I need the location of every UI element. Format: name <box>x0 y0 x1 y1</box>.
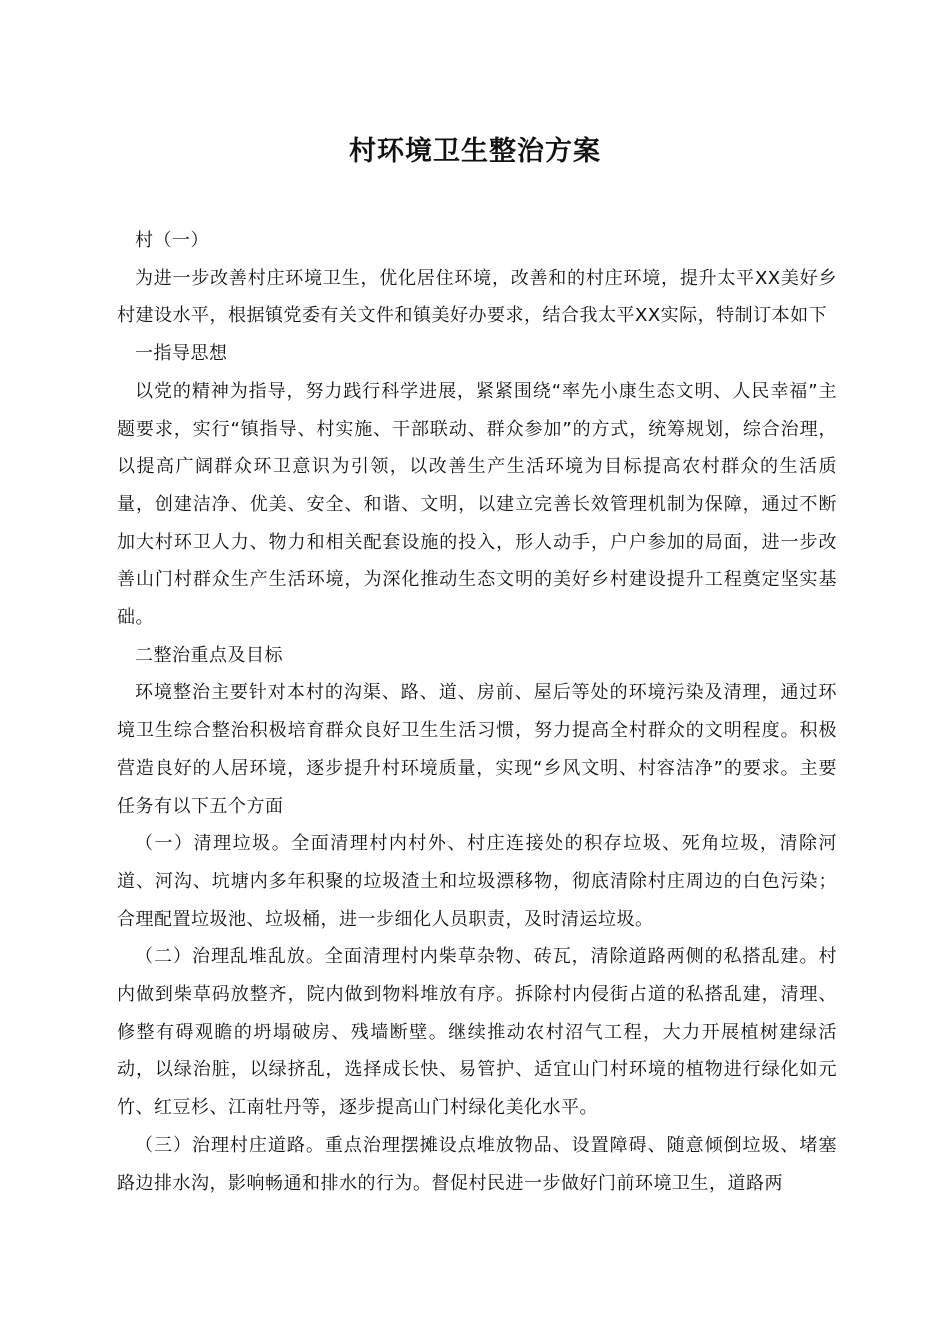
heading-guiding-ideology: 一指导思想 <box>135 343 228 365</box>
document-body <box>117 222 837 1202</box>
paragraph-task-3-roads: （三）治理村庄道路。重点治理摆摊设点堆放物品、设置障碍、随意倾倒垃圾、堵塞路边排水沟，影响畅通和排水的行为。督促村民进一步做好门前环境卫生，道路两 <box>117 1134 837 1194</box>
heading-key-points-goals: 二整治重点及目标 <box>135 644 283 666</box>
paragraph-introduction: 为进一步改善村庄环境卫生，优化居住环境，改善和的村庄环境，提升太平XX美好乡村建设水平，根据镇党委有关文件和镇美好办要求，结合我太平XX实际，特制订本如下 <box>117 267 837 327</box>
paragraph-task-1-garbage: （一）清理垃圾。全面清理村内村外、村庄连接处的积存垃圾、死角垃圾，清除河道、河沟、坑塘内多年积聚的垃圾渣土和垃圾漂移物，彻底清除村庄周边的白色污染；合理配置垃圾池、垃圾桶，进一步细化人员职责，及时清运垃圾。 <box>117 833 837 930</box>
paragraph-key-points-goals: 环境整治主要针对本村的沟渠、路、道、房前、屋后等处的环境污染及清理，通过环境卫生综合整治积极培育群众良好卫生生活习惯，努力提高全村群众的文明程度。积极营造良好的人居环境，逐步提升村环境质量，实现“乡风文明、村容洁净”的要求。主要任务有以下五个方面 <box>117 682 837 817</box>
paragraph-village-number: 村（一） <box>135 230 209 251</box>
document-title: 村环境卫生整治方案 <box>349 136 601 167</box>
paragraph-task-2-clutter: （二）治理乱堆乱放。全面清理村内柴草杂物、砖瓦，清除道路两侧的私搭乱建。村内做到柴草码放整齐，院内做到物料堆放有序。拆除村内侵街占道的私搭乱建，清理、修整有碍观瞻的坍塌破房、残墙断壁。继续推动农村沼气工程，大力开展植树建绿活动，以绿治脏，以绿挤乱，选择成长快、易管护、适宜山门村环境的植物进行绿化如元竹、红豆杉、江南牡丹等，逐步提高山门村绿化美化水平。 <box>117 946 837 1119</box>
paragraph-guiding-ideology: 以党的精神为指导，努力践行科学进展，紧紧围绕“率先小康生态文明、人民幸福”主题要求，实行“镇指导、村实施、干部联动、群众参加”的方式，统筹规划，综合治理，以提高广阔群众环卫意识为引领，以改善生产生活环境为目标提高农村群众的生活质量，创建洁净、优美、安全、和谐、文明，以建立完善长效管理机制为保障，通过不断加大村环卫人力、物力和相关配套设施的投入，形人动手，户户参加的局面，进一步改善山门村群众生产生活环境，为深化推动生态文明的美好乡村建设提升工程奠定坚实基础。 <box>117 380 837 629</box>
